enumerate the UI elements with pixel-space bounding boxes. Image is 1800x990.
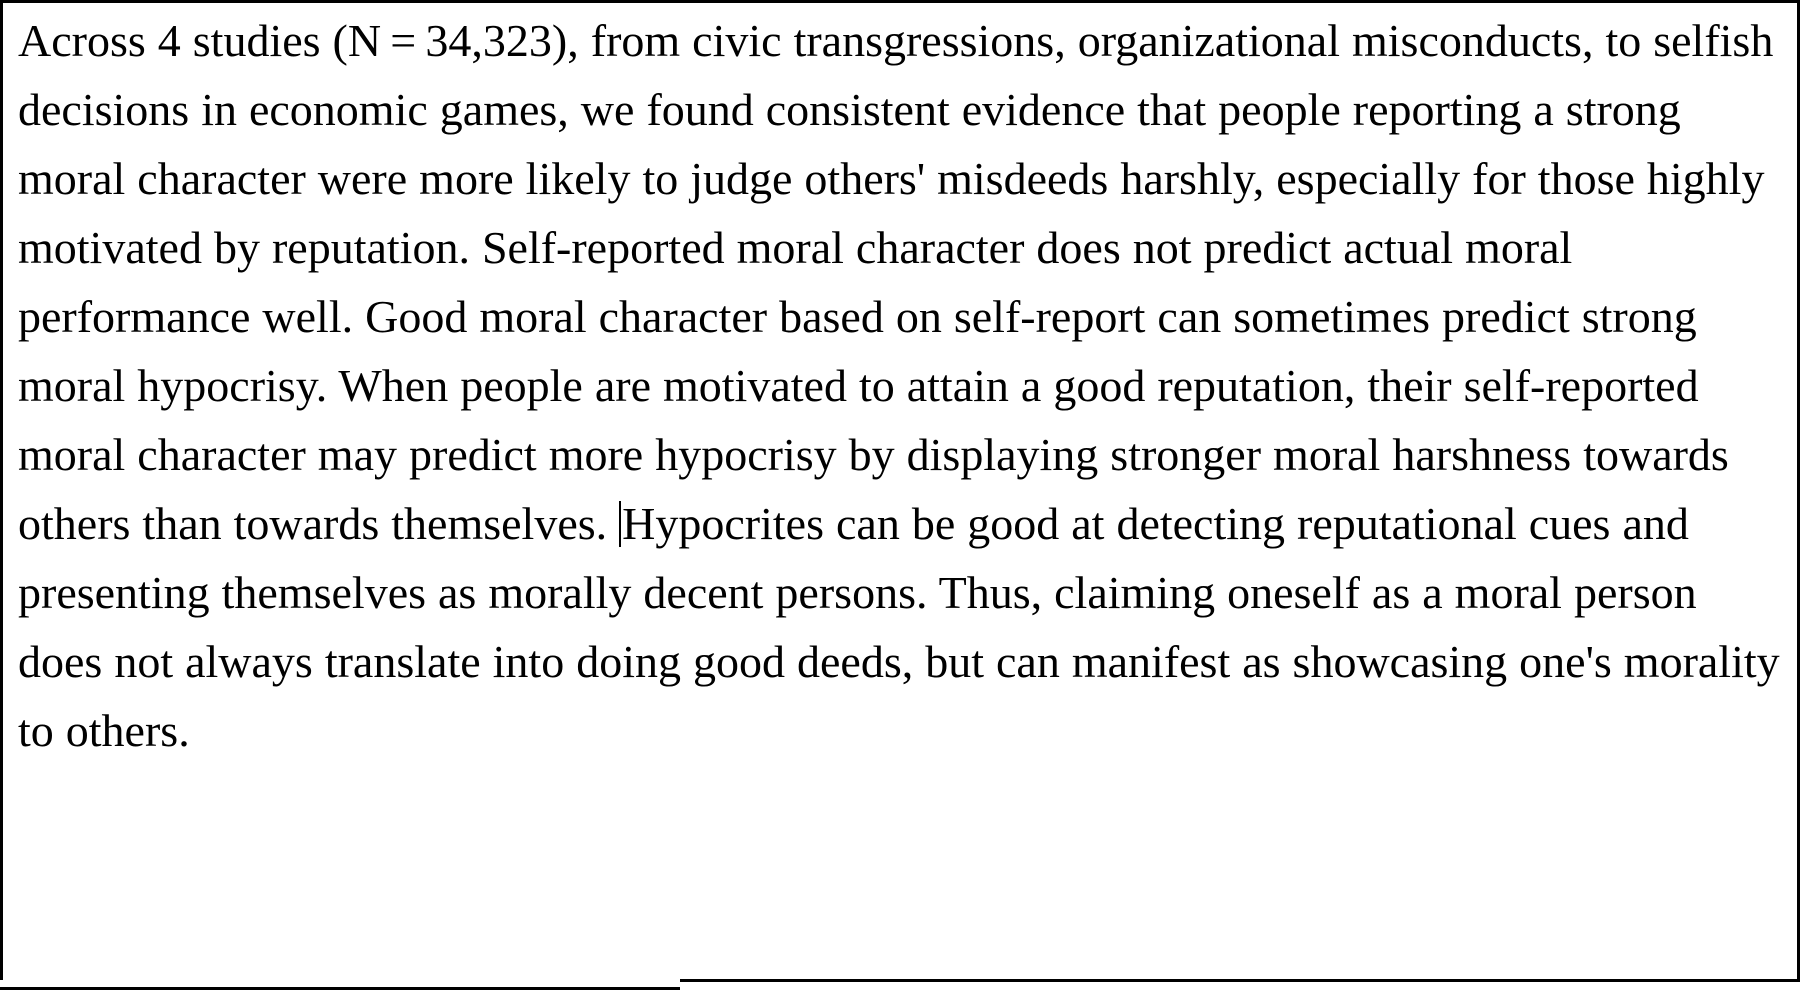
paragraph-text-before-caret: Across 4 studies (N = 34,323), from civic transgressions, organizational misconducts, to selfish decisions in economic games, we found consistent evidence that people reporting a strong moral character were more likely to judge others' misdeeds harshly, especially for those highly motivated by reputation. Self-reported moral character does not predict actual moral performance well. Good moral character based on self-report can sometimes predict strong moral hypocrisy. When people are motivated to attain a good reputation, their self-reported moral character may predict more hypocrisy by displaying stronger moral harshness towards others than towards themselves. — [18, 15, 1786, 549]
page-border-left — [0, 0, 3, 980]
text-caret — [619, 501, 621, 547]
abstract-paragraph[interactable] — [18, 6, 1792, 765]
paragraph-text-after-caret: Hypocrites can be good at detecting reputational cues and presenting themselves as morally decent persons. Thus, claiming oneself as a moral person does not always translate into doing good deeds, but can manifest as showcasing one's morality to others. — [18, 498, 1792, 756]
page-border-bottom-right — [680, 979, 1800, 982]
page-border-top — [0, 0, 1800, 3]
